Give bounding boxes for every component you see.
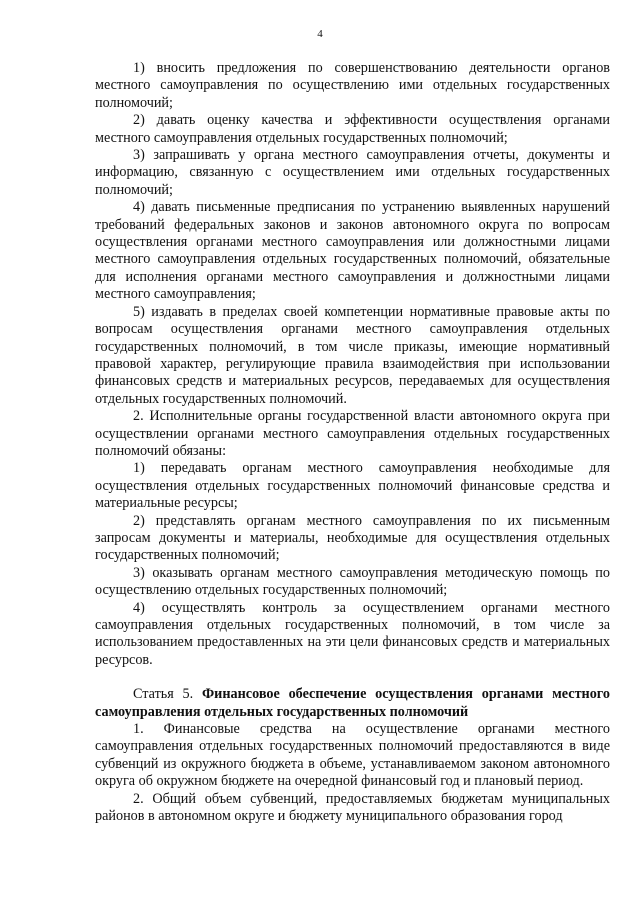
article-heading: [95, 686, 610, 721]
page-number: 4: [317, 28, 323, 40]
paragraph: 2. Исполнительные органы государственной власти автономного округа при осуществлении органами местного самоуправления отдельных государственных полномочий обязаны:: [95, 408, 610, 459]
paragraph: 4) давать письменные предписания по устранению выявленных нарушений требований федеральных законов и законов автономного округа по вопросам осуществления органами местного самоуправления или должностными лицами местного самоуправления отдельных государственных полномочий, обязательные для исполнения органами местного самоуправления и должностными лицами местного самоуправления;: [95, 199, 610, 303]
paragraph: 3) запрашивать у органа местного самоуправления отчеты, документы и информацию, связанную с осуществлением ими отдельных государственных полномочий;: [95, 147, 610, 198]
paragraph: 3) оказывать органам местного самоуправления методическую помощь по осуществлению отдельных государственных полномочий;: [95, 564, 610, 599]
paragraph: 5) издавать в пределах своей компетенции нормативные правовые акты по вопросам осуществления органами местного самоуправления отдельных государственных полномочий, в том числе приказы, имеющие нормативный правовой характер, регулирующие правила взаимодействия при использовании финансовых средств и материальных ресурсов, передаваемых для осуществления отдельных государственных полномочий.: [95, 303, 610, 407]
article-prefix: Статья 5.: [133, 686, 202, 703]
article-title: Финансовое обеспечение осуществления органами местного самоуправления отдельных государственных полномочий: [95, 686, 610, 720]
paragraph: 2) представлять органам местного самоуправления по их письменным запросам документы и материалы, необходимые для осуществления отдельных государственных полномочий;: [95, 512, 610, 564]
paragraph: 1) передавать органам местного самоуправления необходимые для осуществления отдельных государственных полномочий финансовые средства и материальные ресурсы;: [95, 460, 610, 512]
document-body: [95, 60, 610, 825]
paragraph: 4) осуществлять контроль за осуществлением органами местного самоуправления отдельных государственных полномочий, в том числе за использованием предоставленных на эти цели финансовых средств и материальных ресурсов.: [95, 599, 610, 668]
paragraph: 2) давать оценку качества и эффективности осуществления органами местного самоуправления отдельных государственных полномочий;: [95, 112, 610, 146]
paragraph: 1) вносить предложения по совершенствованию деятельности органов местного самоуправления по осуществлению ими отдельных государственных полномочий;: [95, 60, 610, 111]
paragraph: 2. Общий объем субвенций, предоставляемых бюджетам муниципальных районов в автономном округе и бюджету муниципального образования город: [95, 790, 610, 825]
paragraph: 1. Финансовые средства на осуществление органами местного самоуправления отдельных государственных полномочий предоставляются в виде субвенций из окружного бюджета в объеме, устанавливаемом законом автономного округа об окружном бюджете на очередной финансовый год и плановый период.: [95, 721, 610, 790]
